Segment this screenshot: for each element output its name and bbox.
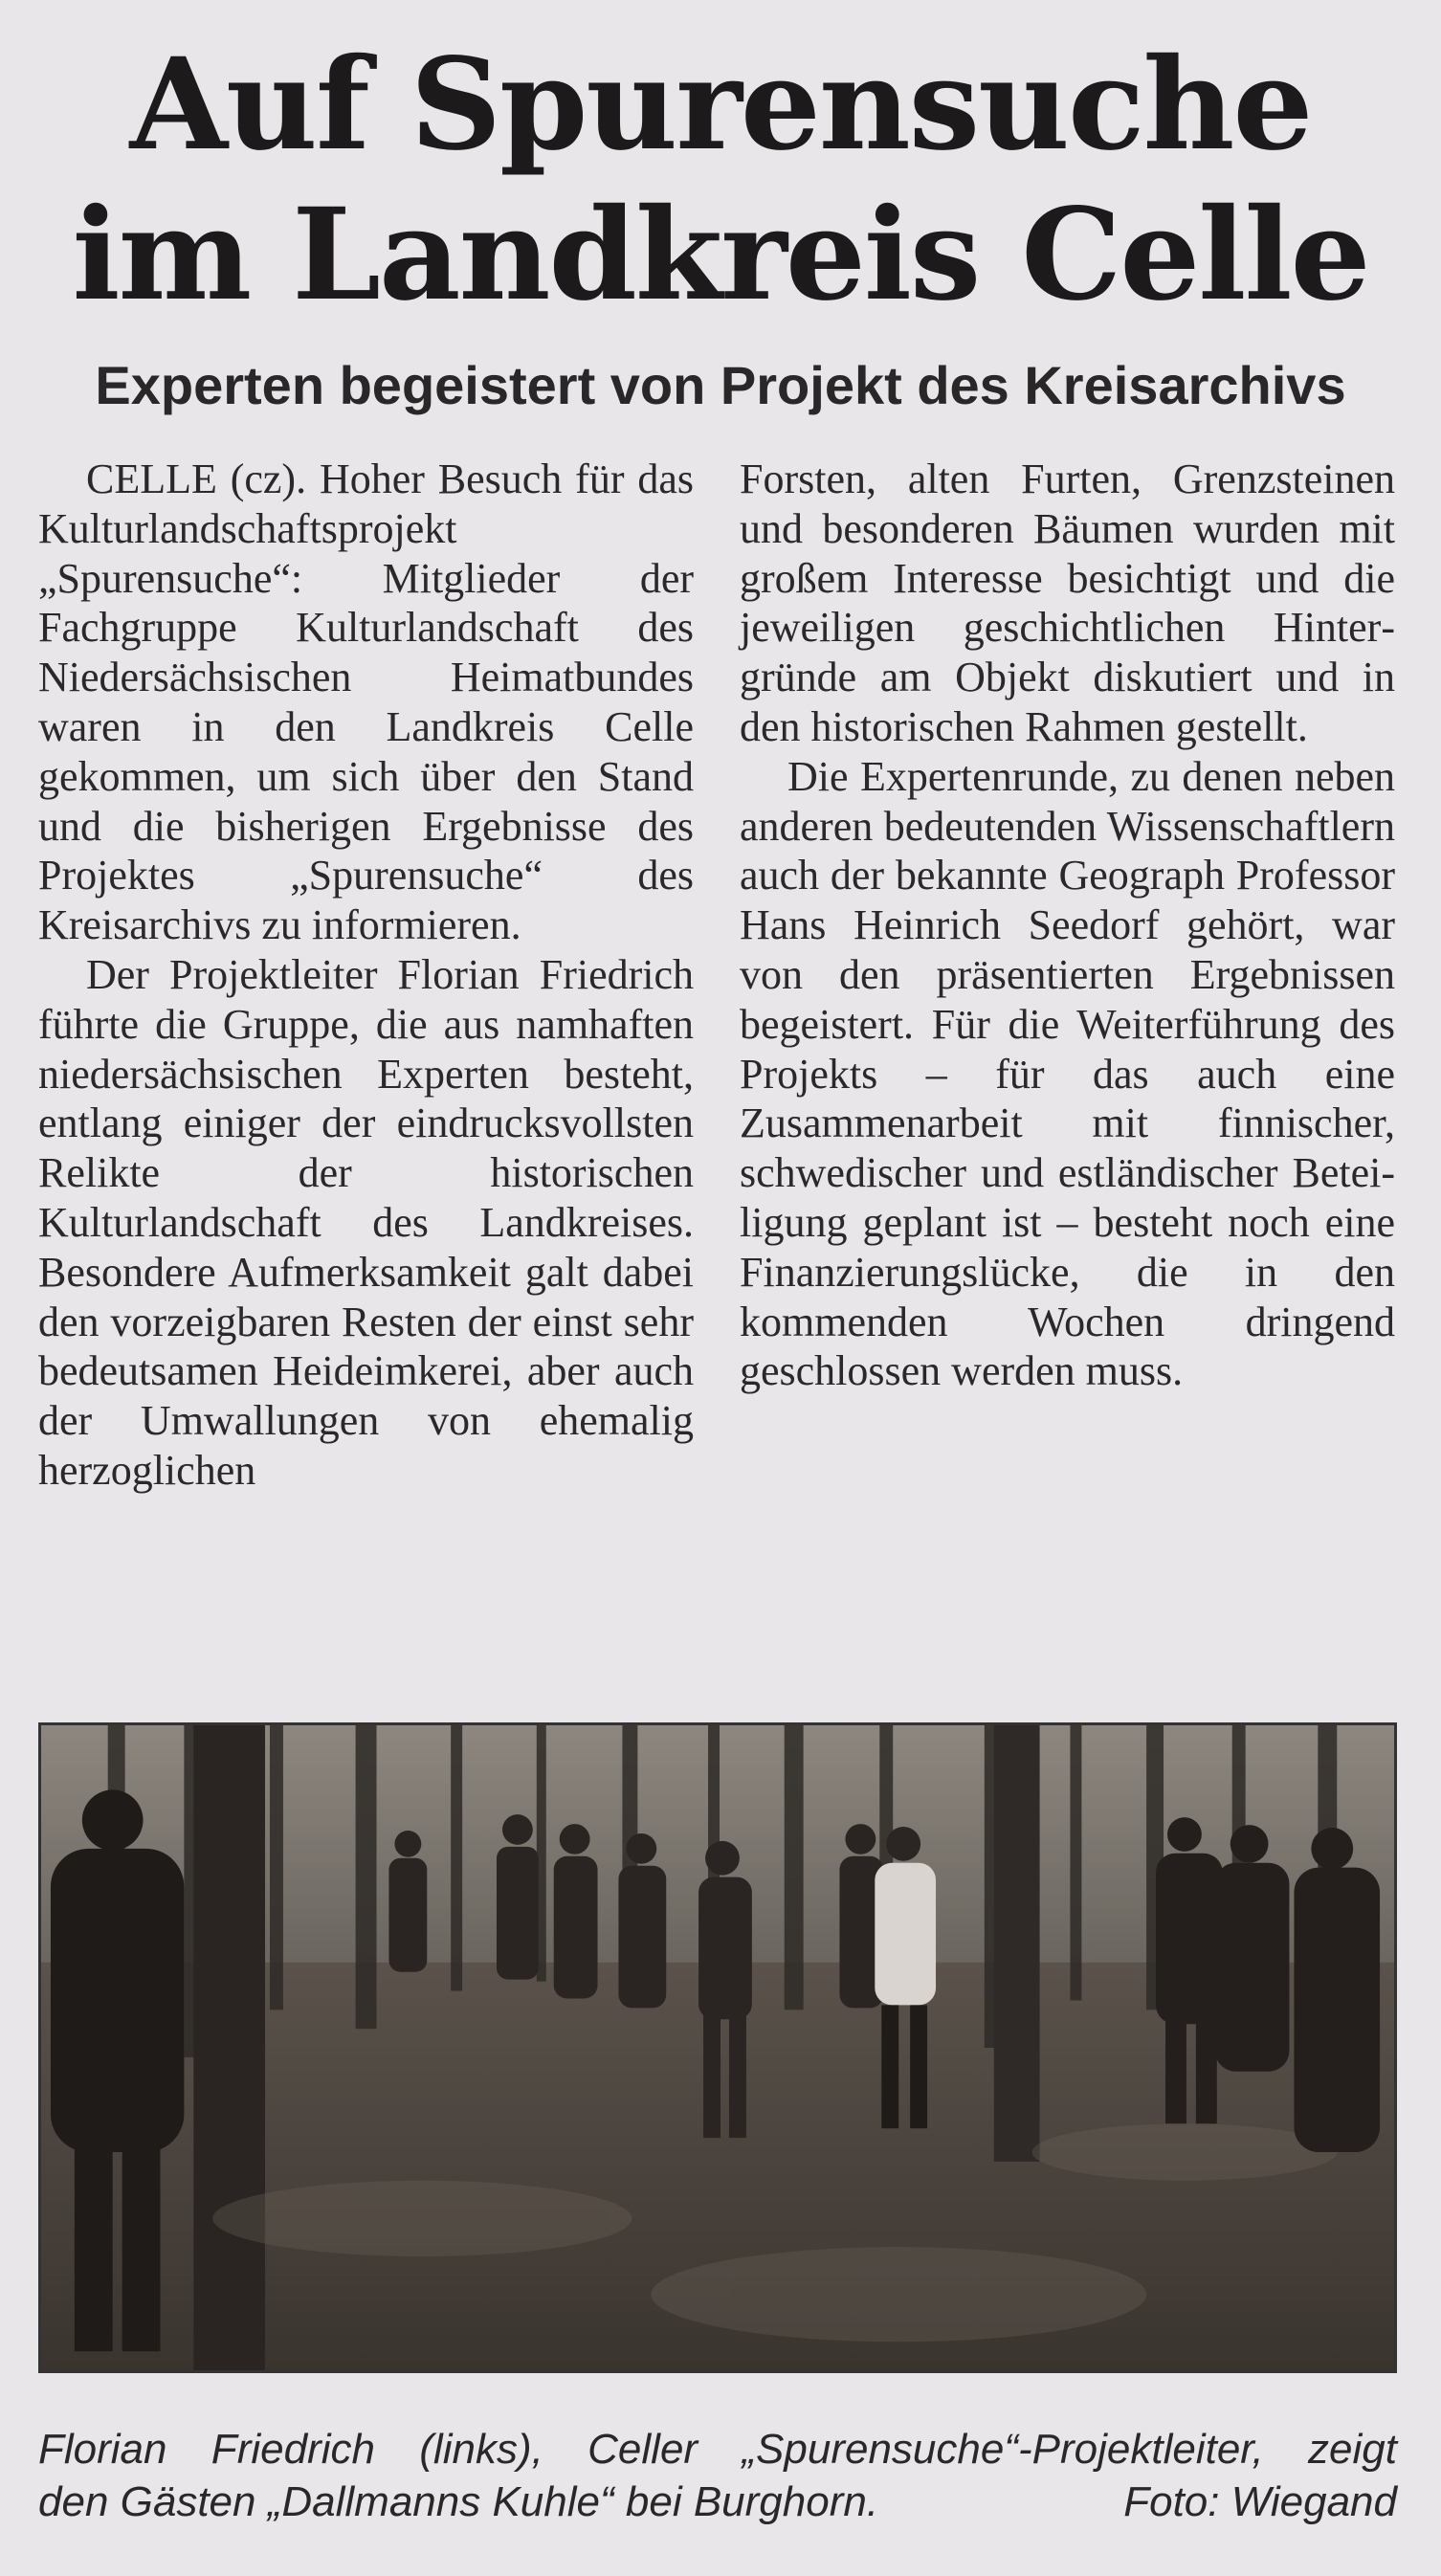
paragraph-right-1: Forsten, alten Furten, Grenzsteinen und besonderen Bäumen wurden mit großem Interesse besichtigt und die jeweiligen geschichtlichen Hintergründe am Objekt diskutiert und in den historischen Rahmen gestellt.: [740, 455, 1395, 750]
article-column-left: [38, 455, 694, 1496]
forest-group-photo: [38, 1722, 1397, 2373]
headline-line-2: im Landkreis Celle: [72, 181, 1369, 329]
photo-credit: Foto: Wiegand: [1123, 2478, 1397, 2525]
paragraph-right-2: Die Expertenrunde, zu denen neben anderen bedeutenden Wissenschaftlern auch der bekannte Geograph Professor Hans Heinrich Seedorf gehört, war von den präsentierten Ergebnissen begeistert. Für die Weiterführung des Projekts – für das auch eine Zusammenarbeit mit finnischer, schwedischer und estländischer Beteiligung geplant ist – besteht noch eine Finanzierungslücke, die in den kommenden Wochen dringend geschlossen werden muss.: [740, 752, 1395, 1395]
caption-line-2-text: den Gästen „Dallmanns Kuhle“ bei Burghorn.: [38, 2478, 879, 2525]
headline-line-1: Auf Spurensuche: [129, 31, 1312, 179]
subheadline: Experten begeistert von Projekt des Kreisarchivs: [95, 355, 1346, 415]
caption-line-1: Florian Friedrich (links), Celler „Spurensuche“-Projektleiter, zeigt: [38, 2426, 1397, 2473]
article-column-right: [740, 455, 1395, 1396]
paragraph-left-1: CELLE (cz). Hoher Besuch für das Kulturlandschaftsprojekt „Spurensuche“: Mitglieder der Fachgruppe Kulturlandschaft des Niedersächsischen Heimatbundes waren in den Landkreis Celle gekommen, um sich über den Stand und die bisherigen Ergebnisse des Projektes „Spurensuche“ des Kreisarchivs zu informieren.: [38, 455, 694, 949]
paragraph-left-2: Der Projektleiter Florian Friedrich führte die Gruppe, die aus namhaften niedersächsischen Experten besteht, entlang einiger der eindrucksvollsten Relikte der historischen Kulturlandschaft des Landkreises. Besondere Aufmerksamkeit galt dabei den vorzeigbaren Resten der einst sehr bedeutsamen Heideimkerei, aber auch der Umwallungen von ehemalig herzoglichen: [38, 950, 694, 1494]
photo-illustration: [41, 1725, 1394, 2370]
caption-line-2: [38, 2476, 1397, 2528]
